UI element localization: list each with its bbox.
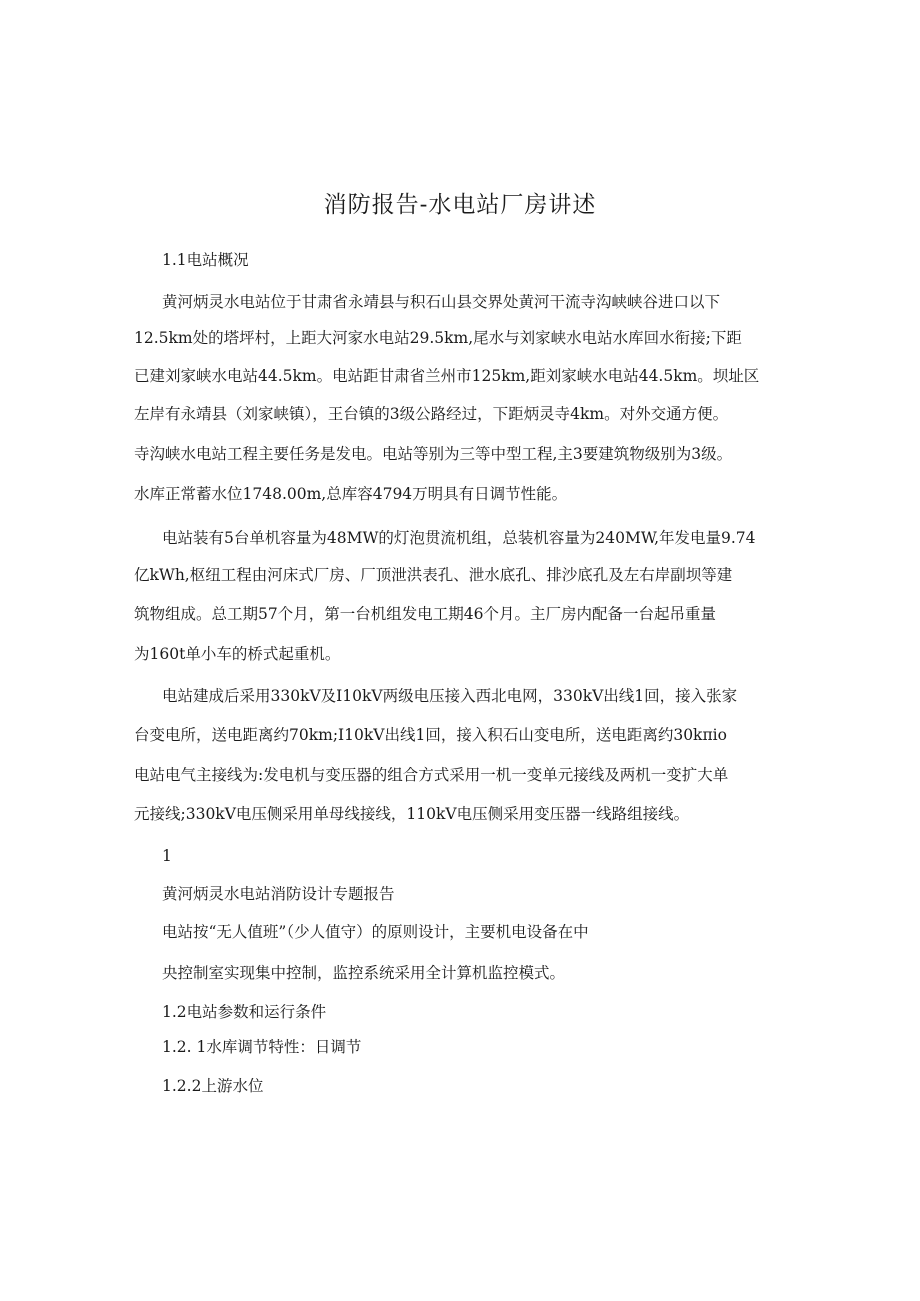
paragraph-line: 台变电所，送电距离约70km;I10kV出线1回，接入积石山变电所，送电距离约30kπio xyxy=(134,726,727,744)
paragraph-line: 寺沟峡水电站工程主要任务是发电。电站等别为三等中型工程,主3要建筑物级别为3级。 xyxy=(134,445,733,463)
subsection-heading-1-2-2: 1.2.2上游水位 xyxy=(162,1077,264,1095)
paragraph-line: 左岸有永靖县（刘家峡镇），王台镇的3级公路经过，下距炳灵寺4km。对外交通方便。 xyxy=(134,405,729,423)
paragraph-line: 筑物组成。总工期57个月，第一台机组发电工期46个月。主厂房内配备一台起吊重量 xyxy=(134,605,716,623)
running-header: 黄河炳灵水电站消防设计专题报告 xyxy=(162,885,395,903)
paragraph-line: 12.5km处的塔坪村，上距大河家水电站29.5km,尾水与刘家峡水电站水库回水衔接;下距 xyxy=(134,329,742,347)
paragraph-line: 电站电气主接线为:发电机与变压器的组合方式采用一机一变单元接线及两机一变扩大单 xyxy=(134,766,729,784)
document-title: 消防报告-水电站厂房讲述 xyxy=(323,192,597,218)
paragraph-line: 电站装有5台单机容量为48MW的灯泡贯流机组，总装机容量为240MW,年发电量9.74 xyxy=(162,529,756,547)
section-heading-1-1: 1.1电站概况 xyxy=(162,251,249,269)
paragraph-line: 央控制室实现集中控制，监控系统采用全计算机监控模式。 xyxy=(162,964,566,982)
paragraph-line: 电站按“无人值班”（少人值守）的原则设计，主要机电设备在中 xyxy=(162,923,589,941)
paragraph-line: 亿kWh,枢纽工程由河床式厂房、厂顶泄洪表孔、泄水底孔、排沙底孔及左右岸副坝等建 xyxy=(134,566,733,584)
subsection-heading-1-2-1: 1.2. 1水库调节特性：日调节 xyxy=(162,1038,362,1056)
page-number: 1 xyxy=(162,847,172,865)
paragraph-line: 元接线;330kV电压侧采用单母线接线，110kV电压侧采用变压器一线路组接线。 xyxy=(134,805,690,823)
paragraph-line: 黄河炳灵水电站位于甘肃省永靖县与积石山县交界处黄河干流寺沟峡峡谷进口以下 xyxy=(162,293,721,311)
paragraph-line: 为160t单小车的桥式起重机。 xyxy=(134,645,341,663)
paragraph-line: 电站建成后采用330kV及I10kV两级电压接入西北电网，330kV出线1回，接入张家 xyxy=(162,687,738,705)
paragraph-line: 水库正常蓄水位1748.00m,总库容4794万明具有日调节性能。 xyxy=(134,485,568,503)
paragraph-line: 已建刘家峡水电站44.5km。电站距甘肃省兰州市125km,距刘家峡水电站44.5km。坝址区 xyxy=(134,367,760,385)
section-heading-1-2: 1.2电站参数和运行条件 xyxy=(162,1003,327,1021)
